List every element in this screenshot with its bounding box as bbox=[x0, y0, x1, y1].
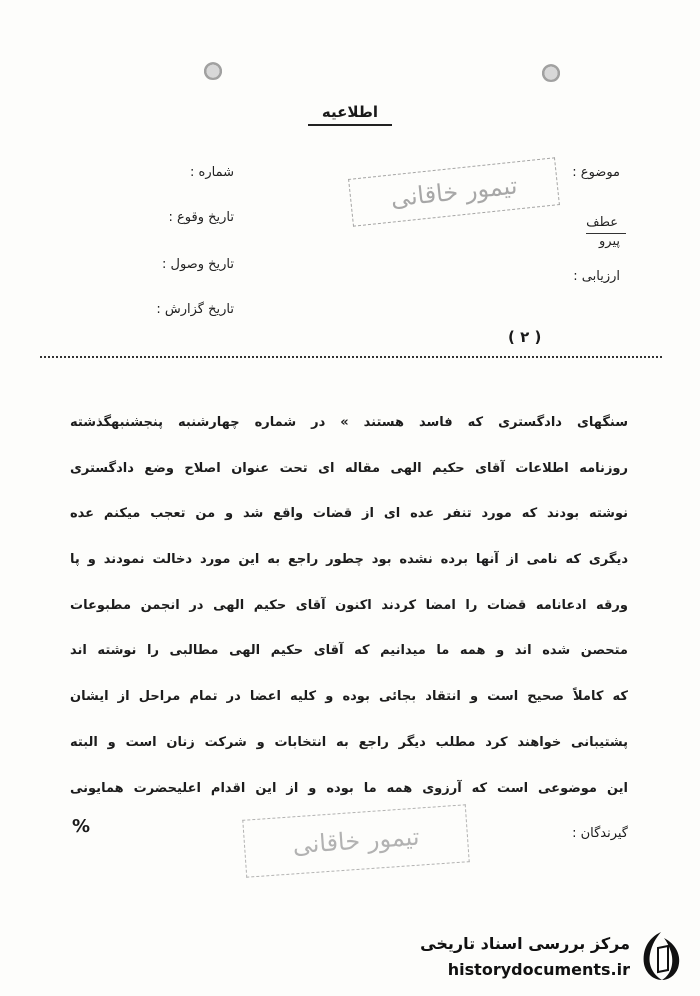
body-line: پشتیبانی خواهند کرد مطلب دیگر راجع به انتخابات و شرکت زنان است و البته bbox=[70, 734, 628, 750]
field-date-of-report: تاریخ گزارش : bbox=[156, 302, 234, 317]
emblem-right-icon bbox=[538, 60, 564, 82]
page-title bbox=[0, 103, 700, 121]
body-text bbox=[70, 400, 628, 857]
footer-org-name: مرکز بررسی اسناد تاریخی bbox=[420, 934, 630, 953]
field-evaluation: ارزیابی : bbox=[573, 269, 620, 284]
body-line: دیگری که نامی از آنها برده نشده بود چطور راجع به این مورد دخالت نمودند و پا bbox=[70, 552, 628, 568]
stamp-top: تیمور خاقانی bbox=[348, 157, 560, 226]
title-text: اطلاعیه bbox=[308, 103, 392, 126]
header-divider bbox=[40, 356, 662, 358]
field-subject: موضوع : bbox=[572, 165, 620, 180]
stamp-bottom: تیمور خاقانی bbox=[242, 804, 470, 877]
field-number: شماره : bbox=[190, 165, 234, 180]
body-line: که کاملاً صحیح است و انتقاد بجائی بوده و کلیه اعضا در تمام مراحل از ایشان bbox=[70, 689, 628, 705]
footer-url[interactable]: historydocuments.ir bbox=[447, 960, 630, 979]
body-line: ورقه ادعانامه قضات را امضا کردند اکنون آقای حکیم الهی در انجمن مطبوعات bbox=[70, 597, 628, 613]
page-number: ( ۲ ) bbox=[508, 328, 542, 346]
body-line: متحصن شده اند و همه ما میدانیم که آقای حکیم الهی مطالبی را نوشته اند bbox=[70, 643, 628, 659]
field-date-received: تاریخ وصول : bbox=[162, 257, 234, 272]
field-date-of-event: تاریخ وقوع : bbox=[168, 210, 234, 225]
field-follow-up: پیرو bbox=[599, 234, 620, 249]
body-line: این موضوعی است که آرزوی همه ما بوده و از این اقدام اعلیحضرت همایونی bbox=[70, 780, 628, 796]
footer bbox=[412, 928, 692, 988]
recipients-label: گیرندگان : bbox=[572, 826, 628, 842]
percent-mark: % bbox=[72, 816, 91, 837]
archive-logo-icon bbox=[638, 930, 684, 982]
emblem-left-icon bbox=[200, 58, 226, 80]
body-line: سنگهای دادگستری که فاسد هستند » در شماره چهارشنبه پنجشنبهگذشته bbox=[70, 415, 628, 430]
body-line: روزنامه اطلاعات آقای حکیم الهی مقاله ای تحت عنوان اصلاح وضع دادگستری bbox=[70, 460, 628, 476]
body-line: نوشته بودند که مورد تنفر عده ای از قضات واقع شد و من تعجب میکنم عده bbox=[70, 506, 628, 522]
field-reference: عطف bbox=[586, 215, 618, 230]
